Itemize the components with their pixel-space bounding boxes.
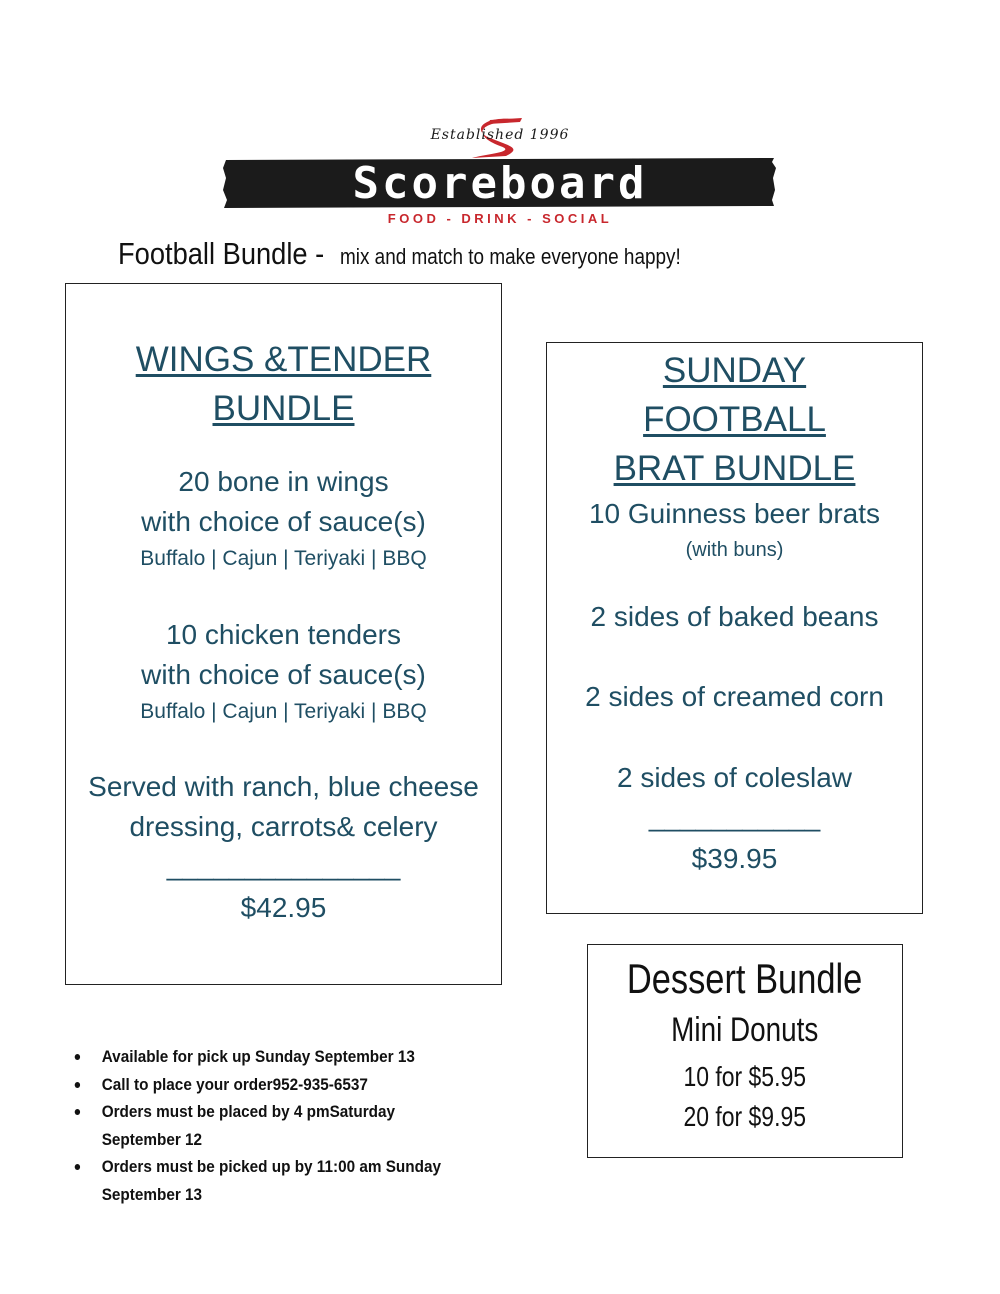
brat-title-line1: SUNDAY [662, 351, 807, 390]
brat-divider: ___________ [648, 801, 821, 832]
tenders-item: 10 chicken tenders [165, 619, 402, 650]
scoreboard-logo [222, 112, 778, 230]
logo-tagline: FOOD - DRINK - SOCIAL [387, 211, 613, 226]
wings-sauce-choice: with choice of sauce(s) [141, 506, 426, 537]
page-heading [118, 236, 681, 272]
side-creamed-corn: 2 sides of creamed corn [585, 681, 884, 712]
brat-title-line3: BRAT BUNDLE [613, 449, 856, 488]
note-pickup-deadline: Orders must be picked up by 11:00 am Sunday September 13 [72, 1153, 471, 1208]
note-call-order: Call to place your order952-935-6537 [72, 1071, 450, 1099]
side-coleslaw: 2 sides of coleslaw [616, 762, 852, 793]
wings-title-line2: BUNDLE [212, 389, 355, 428]
wings-sauce-list: Buffalo | Cajun | Teriyaki | BBQ [140, 547, 427, 570]
order-notes [72, 1043, 492, 1208]
wings-item: 20 bone in wings [178, 466, 389, 497]
brats-buns-note: (with buns) [685, 539, 784, 561]
dessert-option-10: 10 for $5.95 [683, 1061, 807, 1092]
brat-price: $39.95 [691, 843, 778, 874]
wings-divider: _______________ [166, 850, 401, 881]
served-with-line2: dressing, carrots& celery [129, 811, 438, 842]
dessert-title: Dessert Bundle [627, 955, 863, 1002]
dessert-option-20: 20 for $9.95 [683, 1101, 807, 1132]
dessert-bundle-card [587, 944, 903, 1158]
tenders-sauce-choice: with choice of sauce(s) [141, 659, 426, 690]
heading-subtitle: mix and match to make everyone happy! [340, 244, 681, 269]
wings-tender-bundle-card [65, 283, 502, 985]
wings-price: $42.95 [240, 892, 327, 923]
logo-name: Scoreboard [352, 158, 648, 209]
brat-bundle-card [546, 342, 923, 914]
brats-item: 10 Guinness beer brats [588, 498, 881, 529]
heading-title: Football Bundle - [118, 236, 325, 271]
logo-established: Established 1996 [430, 127, 570, 143]
wings-title-line1: WINGS &TENDER [135, 340, 432, 379]
tenders-sauce-list: Buffalo | Cajun | Teriyaki | BBQ [140, 700, 427, 723]
dessert-item: Mini Donuts [671, 1011, 819, 1049]
side-baked-beans: 2 sides of baked beans [590, 601, 879, 632]
note-pickup-date: Available for pick up Sunday September 13 [72, 1043, 450, 1071]
served-with-line1: Served with ranch, blue cheese [88, 771, 479, 802]
brat-title-line2: FOOTBALL [643, 400, 826, 439]
note-order-deadline: Orders must be placed by 4 pmSaturday September 12 [72, 1098, 435, 1153]
